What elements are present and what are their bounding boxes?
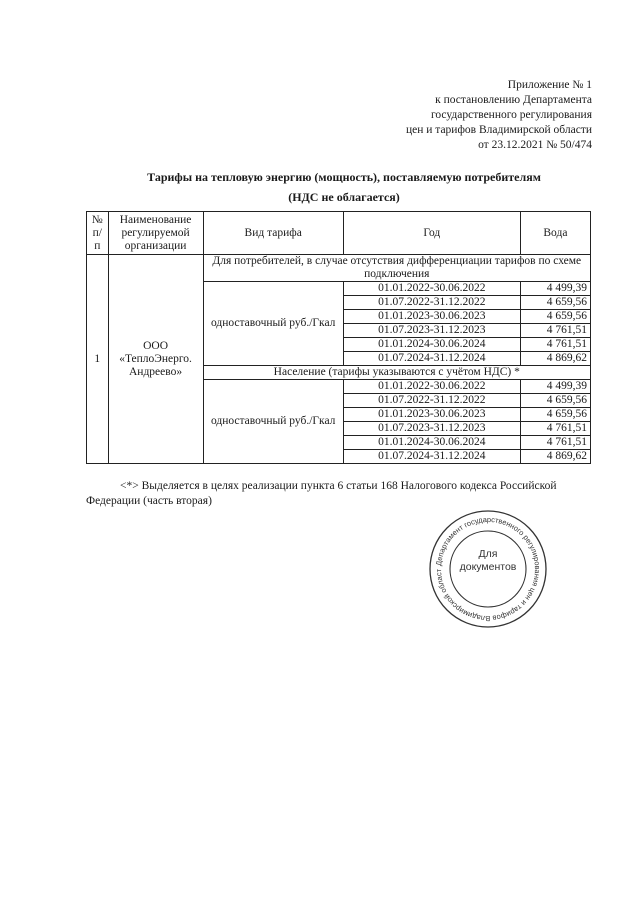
header-year: Год [343,212,520,255]
period-cell: 01.07.2023-31.12.2023 [343,422,520,436]
table-header-row [87,212,591,255]
water-value: 4 761,51 [520,338,590,352]
water-value: 4 659,56 [520,408,590,422]
header-org: Наименование регулируемой организации [108,212,203,255]
header-line: государственного регулирования [430,109,592,121]
table-row [87,255,591,282]
header-line: цен и тарифов Владимирской области [405,124,592,136]
header-line: Приложение № 1 [507,79,592,91]
tariff-type: одноставочный руб./Гкал [203,282,343,366]
period-cell: 01.07.2023-31.12.2023 [343,324,520,338]
period-cell: 01.07.2024-31.12.2024 [343,450,520,464]
stamp-center-line: Для [478,548,498,560]
appendix-header [332,78,592,153]
tariff-type: одноставочный руб./Гкал [203,380,343,464]
period-cell: 01.01.2024-30.06.2024 [343,338,520,352]
period-cell: 01.07.2022-31.12.2022 [343,296,520,310]
header-type: Вид тарифа [203,212,343,255]
row-number: 1 [87,255,109,464]
header-line: к постановлению Департамента [435,94,592,106]
period-cell: 01.01.2023-30.06.2023 [343,408,520,422]
water-value: 4 499,39 [520,282,590,296]
document-subtitle: (НДС не облагается) [288,190,400,204]
header-num: № п/п [87,212,109,255]
period-cell: 01.01.2023-30.06.2023 [343,310,520,324]
stamp-ring-text: Департамент государственного регулирования цен и тарифов Владимирской област [433,514,543,624]
period-cell: 01.01.2024-30.06.2024 [343,436,520,450]
header-line: от 23.12.2021 № 50/474 [478,139,592,151]
group-title: Для потребителей, в случае отсутствия дифференциации тарифов по схеме подключения [203,255,590,282]
water-value: 4 869,62 [520,352,590,366]
document-title: Тарифы на тепловую энергию (мощность), поставляемую потребителям [147,170,541,184]
period-cell: 01.01.2022-30.06.2022 [343,282,520,296]
water-value: 4 659,56 [520,296,590,310]
official-stamp [428,509,548,629]
water-value: 4 761,51 [520,324,590,338]
period-cell: 01.01.2022-30.06.2022 [343,380,520,394]
tariff-table [86,211,591,464]
water-value: 4 761,51 [520,436,590,450]
organization-name: ООО «ТеплоЭнерго. Андреево» [108,255,203,464]
water-value: 4 659,56 [520,310,590,324]
footnote: <*> Выделяется в целях реализации пункта 6 статьи 168 Налогового кодекса Российской Федерации (часть вторая) [86,480,557,507]
period-cell: 01.07.2022-31.12.2022 [343,394,520,408]
stamp-center-line: документов [459,561,517,573]
group-title: Население (тарифы указываются с учётом НДС) * [203,366,590,380]
water-value: 4 869,62 [520,450,590,464]
period-cell: 01.07.2024-31.12.2024 [343,352,520,366]
water-value: 4 659,56 [520,394,590,408]
header-water: Вода [520,212,590,255]
water-value: 4 761,51 [520,422,590,436]
water-value: 4 499,39 [520,380,590,394]
stamp-center [428,548,548,574]
